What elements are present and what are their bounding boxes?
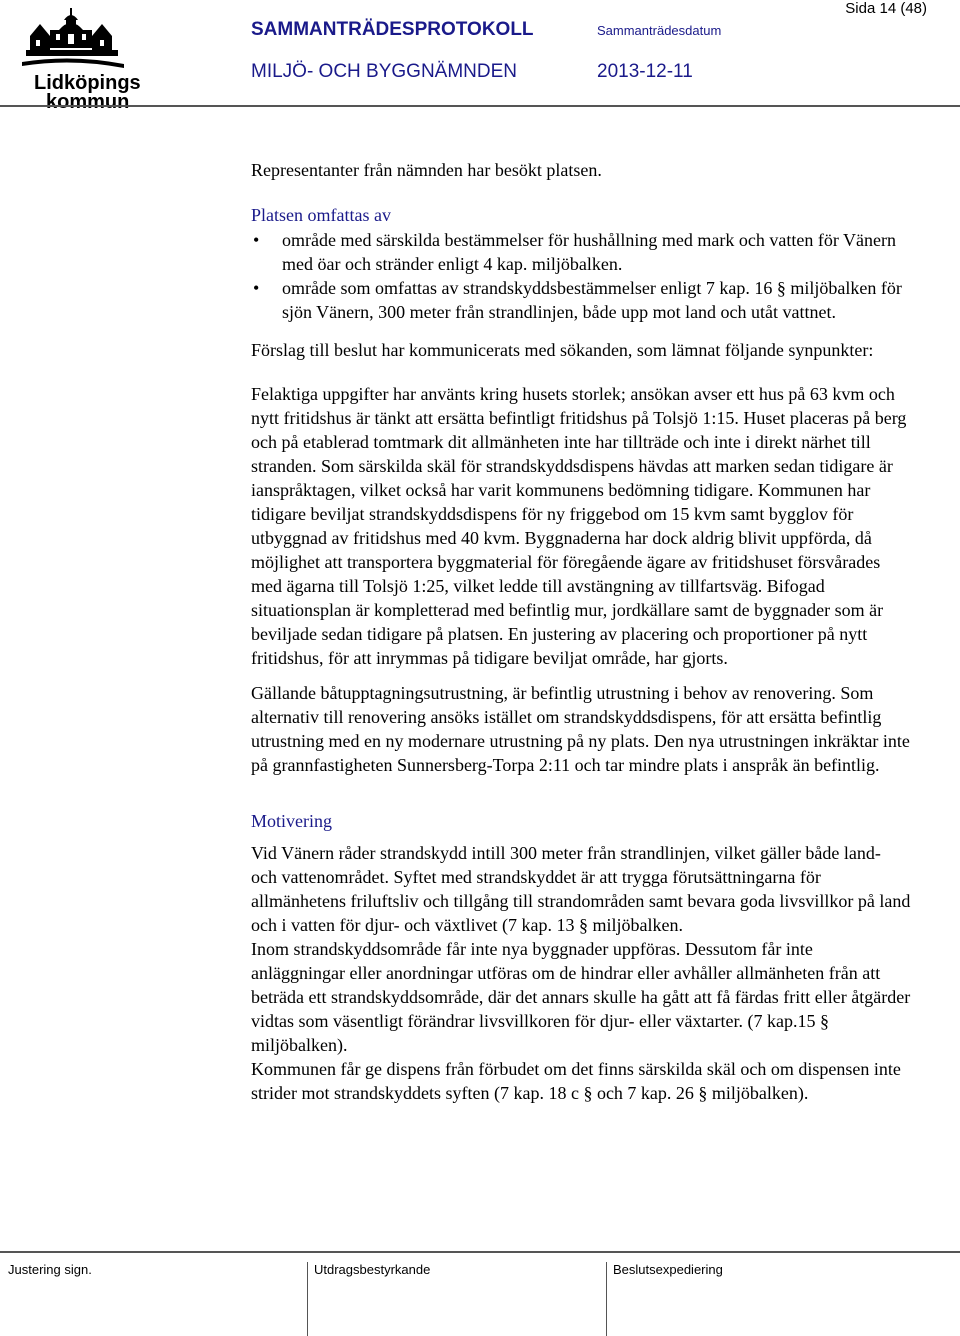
section-heading-motivering: Motivering: [251, 811, 332, 831]
footer-utdrag: Utdragsbestyrkande: [307, 1262, 430, 1336]
page-number: Sida 14 (48): [845, 0, 927, 17]
motivering-paragraph-3: Kommunen får ge dispens från förbudet om det finns särskilda skäl och om dispensen inte strider mot strandskyddets syften (7 kap. 18 c § och 7 kap. 26 § miljöbalken).: [251, 1059, 901, 1103]
meeting-date: 2013-12-11: [597, 61, 693, 82]
list-item: • område som omfattas av strandskyddsbestämmelser enligt 7 kap. 16 § miljöbalken för sjön Vänern, 300 meter från strandlinjen, både upp mot land och utåt vattnet.: [251, 276, 911, 324]
footer-beslut: Beslutsexpediering: [606, 1262, 723, 1336]
footer-divider: [0, 1251, 960, 1253]
date-label: Sammanträdesdatum: [597, 23, 722, 38]
svg-text:Lidköpings: Lidköpings: [34, 72, 141, 94]
felaktiga-paragraph: Felaktiga uppgifter har använts kring husets storlek; ansökan avser ett hus på 63 kvm och nytt fritidshus är tänkt att ersätta befintligt fritidshus på Tolsjö 1:15. Huset placeras på berg och på etablerad tomtmark dit allmänheten inte har tillträde och inte i direkt närhet till stranden. Som särskilda skäl för strandskyddsdispens hävdas att marken sedan tidigare är ianspråktagen, vilket också har varit kommunens bedömning tidigare. Kommunen har tidigare beviljat strandskyddsdispens för ny friggebod om 15 kvm samt bygglov för utbyggnad av fritidshus med 40 kvm. Byggnaderna har dock aldrig blivit uppförda, då möjlighet att transportera byggmaterial för föregående ägare av fritidshuset försvårades med ägarna till Tolsjö 1:25, vilket ledde till avstängning av tillfartsväg. Bifogad situationsplan är kompletterad med befintlig mur, jordkällare samt de byggnader som är beviljade sedan tidigare på platsen. En justering av placering och proportioner på nytt fritidshus, för att inrymmas på tidigare beviljat område, har gjorts.: [251, 384, 907, 668]
section-heading-platsen: Platsen omfattas av: [251, 205, 391, 225]
list-item: • område med särskilda bestämmelser för hushållning med mark och vatten för Vänern med öar och stränder enligt 4 kap. miljöbalken.: [251, 228, 911, 276]
gallande-paragraph: Gällande båtupptagningsutrustning, är befintlig utrustning i behov av renovering. Som alternativ till renovering ansöks istället om strandskyddsdispens, för att ersätta befintlig utrustning med en ny modernare utrustning på ny plats. Den nya utrustningen inkräktar inte på grannfastigheten Sunnersberg-Torpa 2:11 och tar mindre plats i anspråk än befintlig.: [251, 683, 910, 775]
svg-text:kommun: kommun: [46, 91, 130, 110]
footer-justering: Justering sign.: [8, 1262, 92, 1277]
header-divider: [0, 105, 960, 107]
forslag-paragraph: Förslag till beslut har kommunicerats med sökanden, som lämnat följande synpunkter:: [251, 340, 874, 360]
doc-title: SAMMANTRÄDESPROTOKOLL: [251, 19, 534, 40]
intro-paragraph: Representanter från nämnden har besökt platsen.: [251, 160, 602, 180]
committee-name: MILJÖ- OCH BYGGNÄMNDEN: [251, 61, 518, 82]
lidkoping-logo: [12, 6, 152, 110]
motivering-paragraph-1: Vid Vänern råder strandskydd intill 300 meter från strandlinjen, vilket gäller både land- och vattenområdet. Syftet med strandskyddet är att trygga förutsättningarna för allmänhetens friluftsliv och tillgång till strandområden samt bevara goda livsvillkor på land och i vatten för djur- och växtlivet (7 kap. 13 § miljöbalken.: [251, 843, 911, 935]
motivering-paragraph-2: Inom strandskyddsområde får inte nya byggnader uppföras. Dessutom får inte anläggningar eller anordningar utföras om de hindrar eller avhåller allmänheten från att beträda ett strandskyddsområde, där det annars skulle ha gått att få färdas fritt eller åtgärder vidtas som väsentligt förändrar livsvillkoren för djur- eller växtarter. (7 kap.15 § miljöbalken).: [251, 939, 911, 1055]
document-body: [251, 158, 911, 1105]
bullet-list: [251, 228, 911, 324]
